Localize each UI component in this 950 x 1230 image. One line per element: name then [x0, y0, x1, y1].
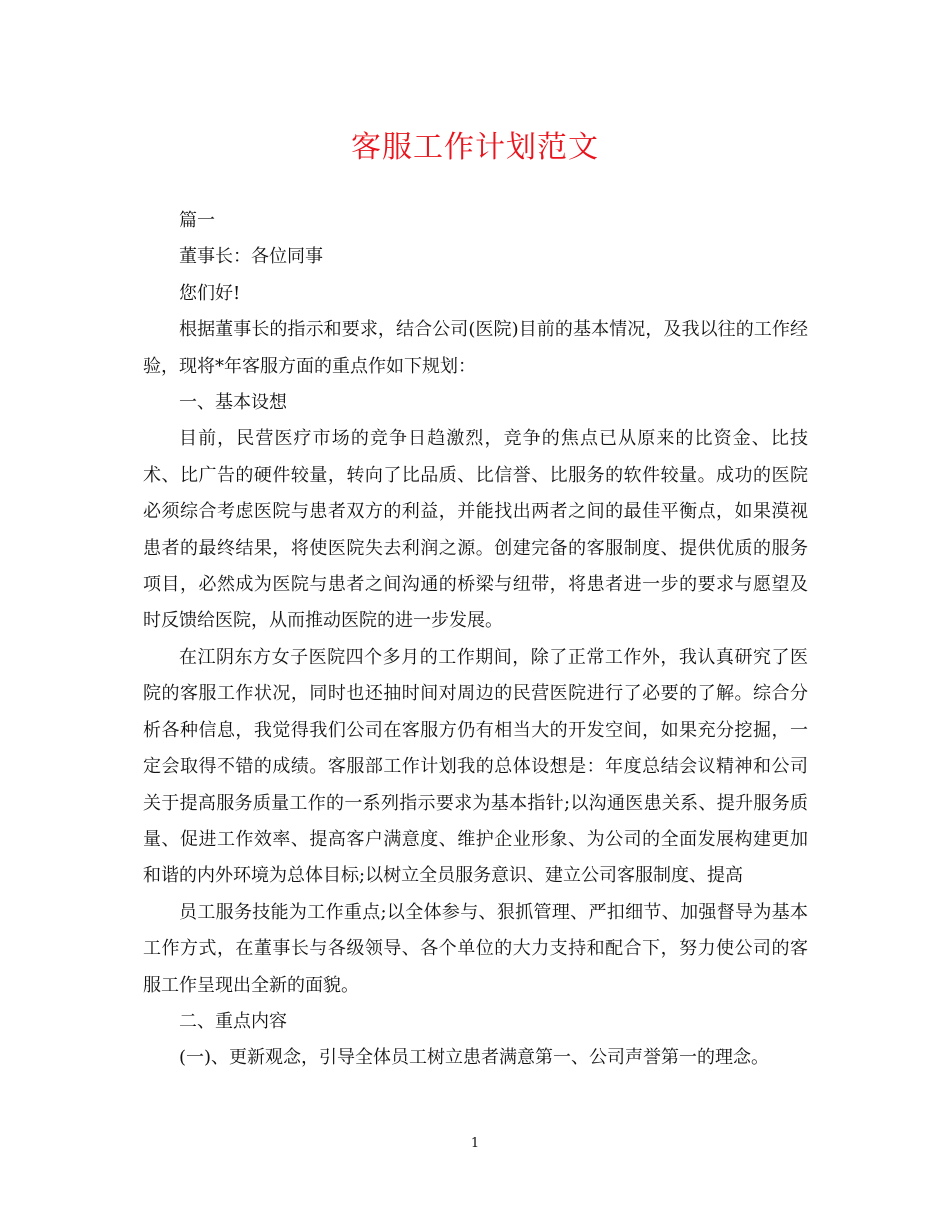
paragraph-work-method: 员工服务技能为工作重点;以全体参与、狠抓管理、严扣细节、加强督导为基本工作方式，在董事长与各级领导、各个单位的大力支持和配合下，努力使公司的客服工作呈现出全新的面貌。: [143, 901, 808, 996]
page-number: 1: [470, 1136, 480, 1151]
paragraph-greeting: 您们好!: [179, 282, 241, 304]
paragraph-section-label: 篇一: [179, 210, 215, 231]
paragraph-salutation: 董事长：各位同事: [179, 246, 323, 268]
paragraph-heading-key-content: 二、重点内容: [179, 1010, 287, 1032]
paragraph-market-analysis: 目前，民营医疗市场的竞争日趋激烈，竞争的焦点已从原来的比资金、比技术、比广告的硬件较量，转向了比品质、比信誉、比服务的软件较量。成功的医院必须综合考虑医院与患者双方的利益，并能找出两者之间的最佳平衡点，如果漠视患者的最终结果，将使医院失去利润之源。创建完备的客服制度、提供优质的服务项目，必然成为医院与患者之间沟通的桥梁与纽带，将患者进一步的要求与愿望及时反馈给医院，从而推动医院的进一步发展。: [143, 428, 808, 632]
document-body: [143, 203, 808, 1077]
paragraph-overall-plan: 在江阴东方女子医院四个多月的工作期间，除了正常工作外，我认真研究了医院的客服工作状况，同时也还抽时间对周边的民营医院进行了必要的了解。综合分析各种信息，我觉得我们公司在客服方仍有相当大的开发空间，如果充分挖掘，一定会取得不错的成绩。客服部工作计划我的总体设想是：年度总结会议精神和公司关于提高服务质量工作的一系列指示要求为基本指针;以沟通医患关系、提升服务质量、促进工作效率、提高客户满意度、维护企业形象、为公司的全面发展构建更加和谐的内外环境为总体目标;以树立全员服务意识、建立公司客服制度、提高: [143, 646, 808, 887]
paragraph-heading-basic-idea: 一、基本设想: [179, 392, 287, 414]
paragraph-item-one: (一)、更新观念，引导全体员工树立患者满意第一、公司声誉第一的理念。: [179, 1047, 770, 1069]
paragraph-intro: 根据董事长的指示和要求，结合公司(医院)目前的基本情况，及我以往的工作经验，现将*年客服方面的重点作如下规划：: [143, 319, 808, 377]
document-title: 客服工作计划范文: [351, 130, 599, 165]
